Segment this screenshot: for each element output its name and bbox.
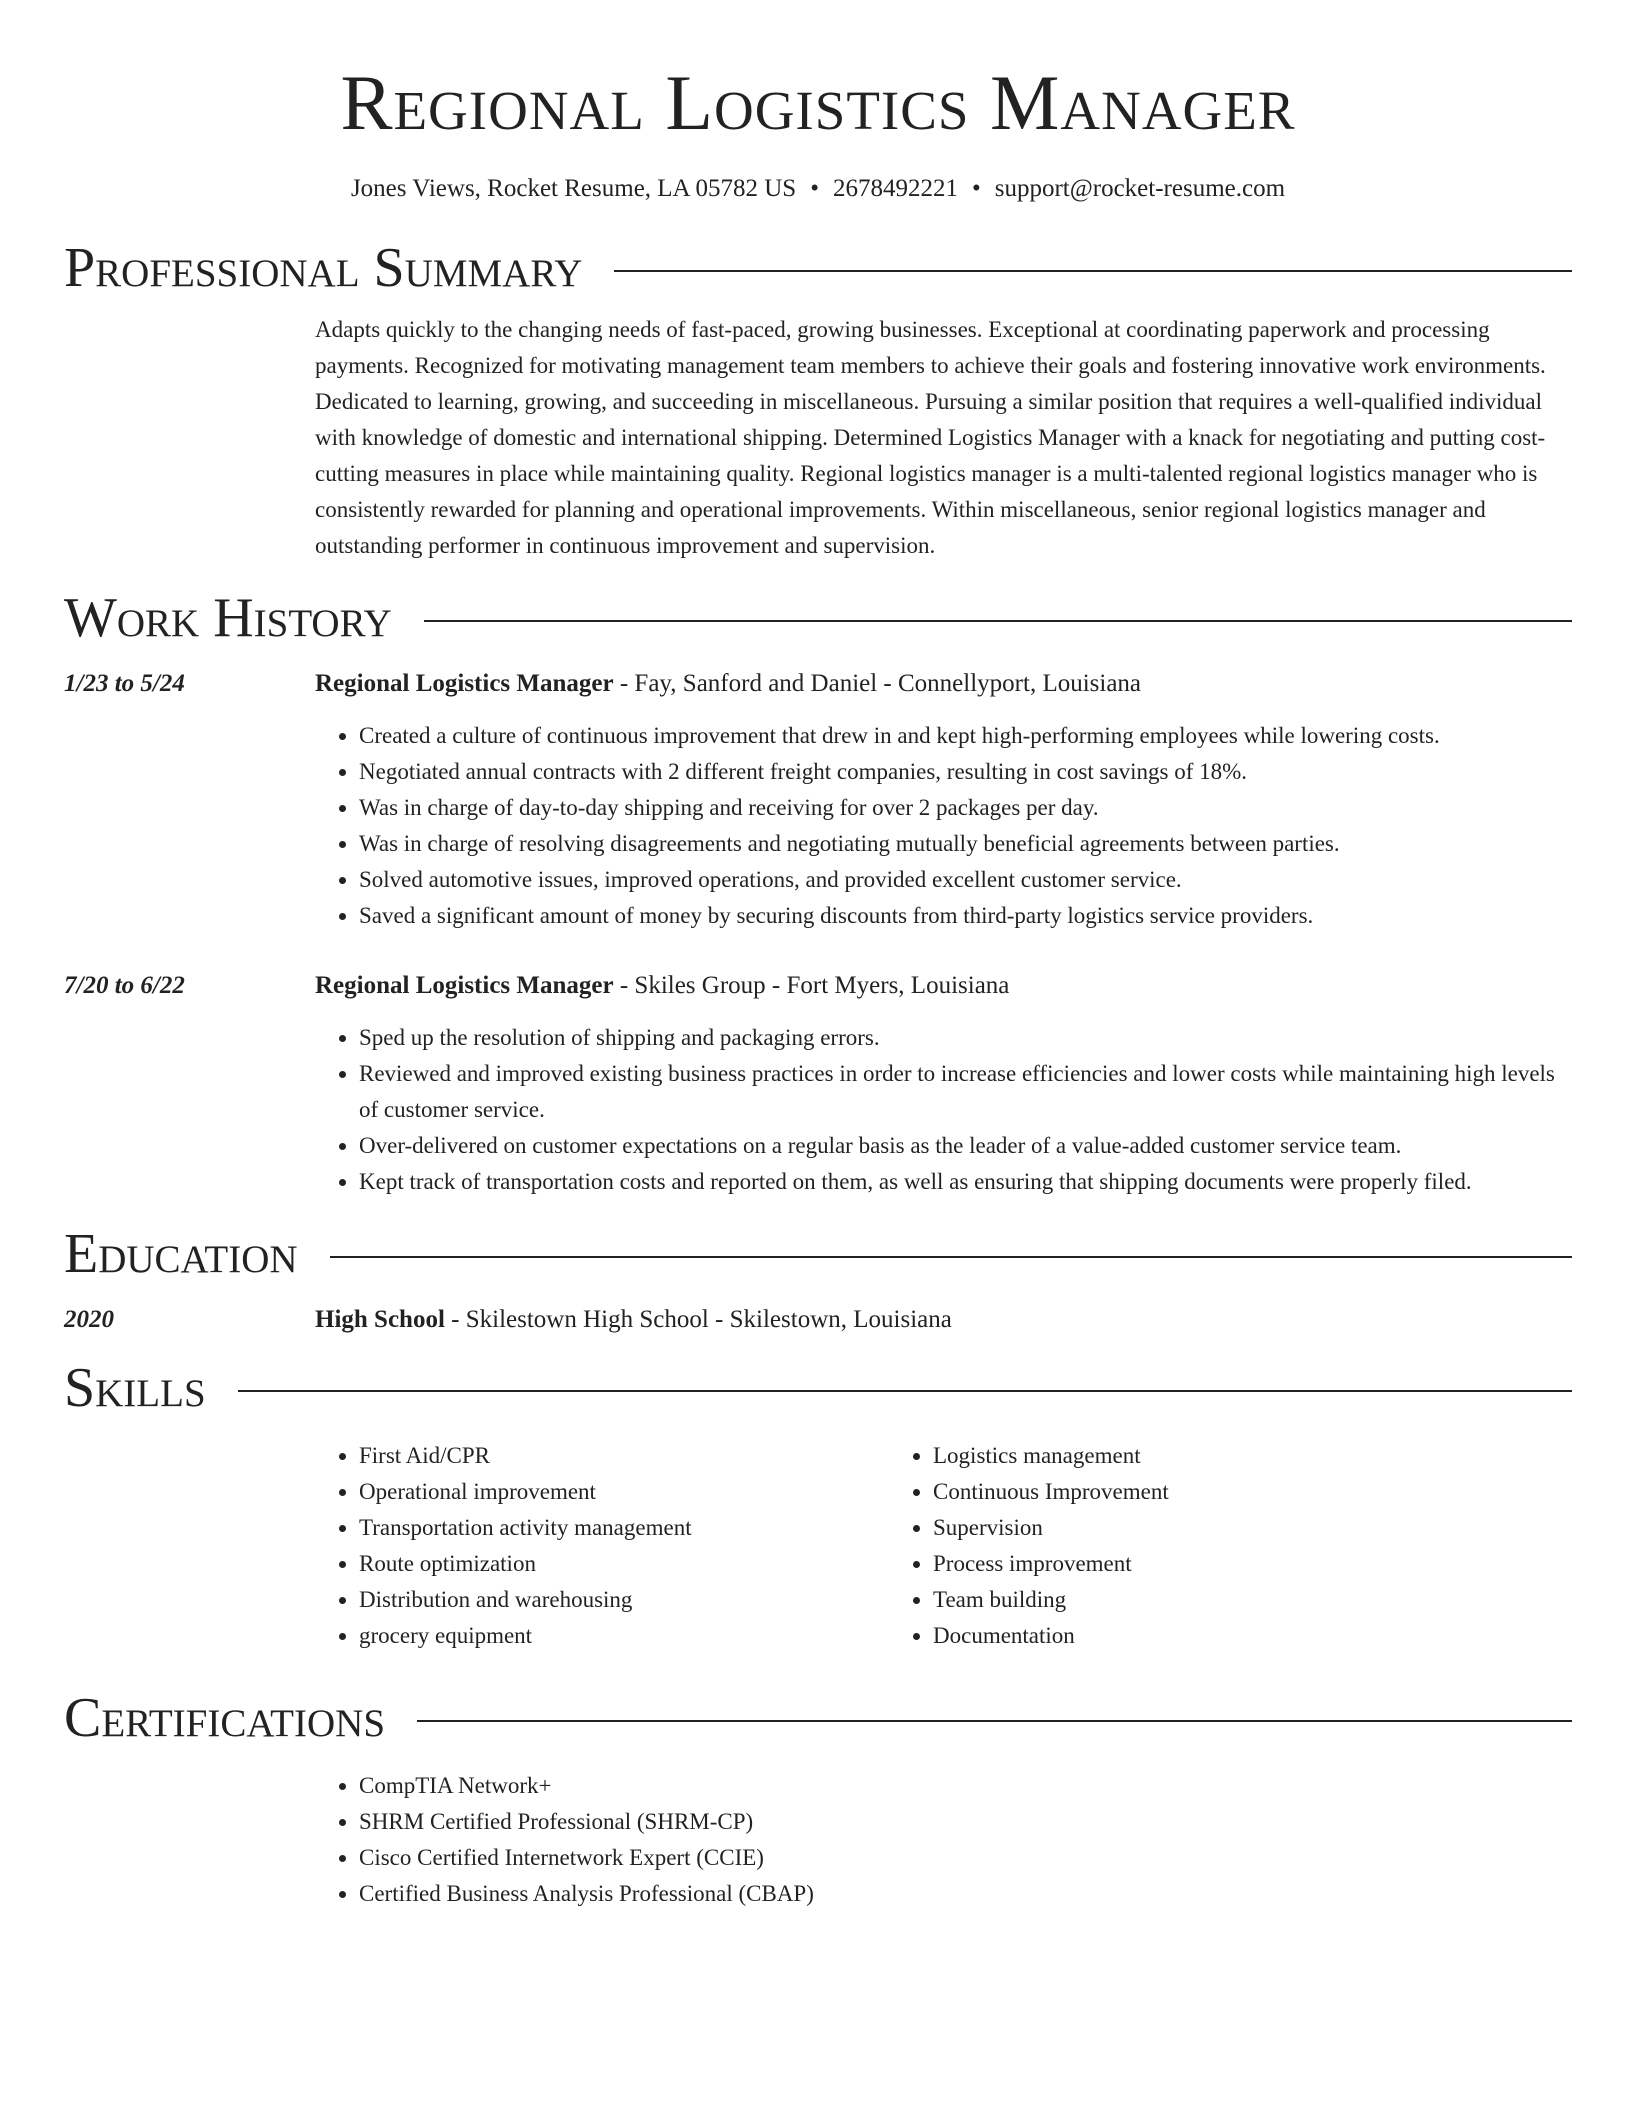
skills-column-right <box>889 1438 1463 1654</box>
job-dates: 7/20 to 6/22 <box>64 972 185 999</box>
job-title-line <box>315 968 1009 1004</box>
section-divider <box>417 1720 1572 1722</box>
education-entry <box>64 1302 1572 1338</box>
contact-email: support@rocket-resume.com <box>994 175 1286 202</box>
skill-item: • Continuous Improvement <box>933 1474 1463 1510</box>
skills-column-left <box>315 1438 889 1654</box>
job-title: Regional Logistics Manager <box>315 972 614 999</box>
certifications-section-header <box>64 1684 1572 1752</box>
skill-item: • Operational improvement <box>359 1474 889 1510</box>
contact-separator: • <box>810 175 819 202</box>
skill-item: • Supervision <box>933 1510 1463 1546</box>
certification-item: • Cisco Certified Internetwork Expert (CCIE) <box>359 1840 1572 1876</box>
section-divider <box>330 1256 1572 1258</box>
summary-text: Adapts quickly to the changing needs of fast-paced, growing businesses. Exceptional at coordinating paperwork and processing payments. Recognized for motivating management team members to achieve their goals and fostering innovative work environments. Dedicated to learning, growing, and succeeding in miscellaneous. Pursuing a similar position that requires a well-qualified individual with knowledge of domestic and international shipping. Determined Logistics Manager with a knack for negotiating and putting cost-cutting measures in place while maintaining quality. Regional logistics manager is a multi-talented regional logistics manager who is consistently rewarded for planning and operational improvements. Within miscellaneous, senior regional logistics manager and outstanding performer in continuous improvement and supervision. <box>315 317 1546 558</box>
job-entry <box>64 968 1572 1200</box>
skill-item: • Process improvement <box>933 1546 1463 1582</box>
summary-heading: Professional Summary <box>64 237 583 299</box>
skill-item: • grocery equipment <box>359 1618 889 1654</box>
job-bullet: • Reviewed and improved existing business practices in order to increase efficiencies and lower costs while maintaining high levels of customer service. <box>359 1056 1572 1128</box>
education-heading: Education <box>64 1223 298 1285</box>
job-entry <box>64 666 1572 934</box>
section-divider <box>614 270 1572 272</box>
certification-item: • CompTIA Network+ <box>359 1768 1572 1804</box>
certification-item: • Certified Business Analysis Professional (CBAP) <box>359 1876 1572 1912</box>
contact-separator: • <box>971 175 981 202</box>
job-bullet: • Created a culture of continuous improvement that drew in and kept high-performing employees while lowering costs. <box>359 718 1572 754</box>
job-details: - Fay, Sanford and Daniel - Connellyport, Louisiana <box>613 670 1142 697</box>
education-line <box>315 1302 952 1338</box>
skill-item: • Documentation <box>933 1618 1463 1654</box>
section-divider <box>424 620 1572 622</box>
job-dates: 1/23 to 5/24 <box>64 670 185 697</box>
skills-grid <box>315 1438 1572 1654</box>
skills-section-header <box>64 1354 1572 1422</box>
section-divider <box>238 1390 1572 1392</box>
summary-section-header <box>64 234 1572 302</box>
skills-heading: Skills <box>64 1357 206 1419</box>
job-bullet: • Was in charge of day-to-day shipping and receiving for over 2 packages per day. <box>359 790 1572 826</box>
job-bullet-list <box>315 718 1572 934</box>
job-bullet: • Sped up the resolution of shipping and packaging errors. <box>359 1020 1572 1056</box>
skill-item: • Transportation activity management <box>359 1510 889 1546</box>
job-bullet: • Was in charge of resolving disagreements and negotiating mutually beneficial agreements between parties. <box>359 826 1572 862</box>
certifications-list <box>315 1768 1572 1912</box>
certifications-heading: Certifications <box>64 1687 386 1749</box>
job-header <box>64 968 1572 1004</box>
contact-phone: 2678492221 <box>832 175 958 202</box>
skill-item: • Logistics management <box>933 1438 1463 1474</box>
education-section-header <box>64 1220 1572 1288</box>
work-section-header <box>64 584 1572 652</box>
skill-item: • Route optimization <box>359 1546 889 1582</box>
job-bullet-list <box>315 1020 1572 1200</box>
education-details: - Skilestown High School - Skilestown, Louisiana <box>444 1306 952 1333</box>
job-header <box>64 666 1572 702</box>
job-title: Regional Logistics Manager <box>315 670 614 697</box>
work-heading: Work History <box>64 587 392 649</box>
education-year: 2020 <box>64 1306 114 1333</box>
job-bullet: • Negotiated annual contracts with 2 different freight companies, resulting in cost savings of 18%. <box>359 754 1572 790</box>
job-bullet: • Kept track of transportation costs and reported on them, as well as ensuring that shipping documents were properly filed. <box>359 1164 1572 1200</box>
skill-item: • First Aid/CPR <box>359 1438 889 1474</box>
certification-item: • SHRM Certified Professional (SHRM-CP) <box>359 1804 1572 1840</box>
job-details: - Skiles Group - Fort Myers, Louisiana <box>613 972 1010 999</box>
job-bullet: • Saved a significant amount of money by securing discounts from third-party logistics service providers. <box>359 898 1572 934</box>
skill-item: • Distribution and warehousing <box>359 1582 889 1618</box>
resume-name: Regional Logistics Manager <box>340 59 1296 146</box>
job-title-line <box>315 666 1141 702</box>
contact-line <box>64 172 1572 206</box>
education-degree: High School <box>315 1306 445 1333</box>
job-bullet: • Solved automotive issues, improved operations, and provided excellent customer service. <box>359 862 1572 898</box>
contact-address: Jones Views, Rocket Resume, LA 05782 US <box>350 175 797 202</box>
skill-item: • Team building <box>933 1582 1463 1618</box>
job-bullet: • Over-delivered on customer expectations on a regular basis as the leader of a value-added customer service team. <box>359 1128 1572 1164</box>
